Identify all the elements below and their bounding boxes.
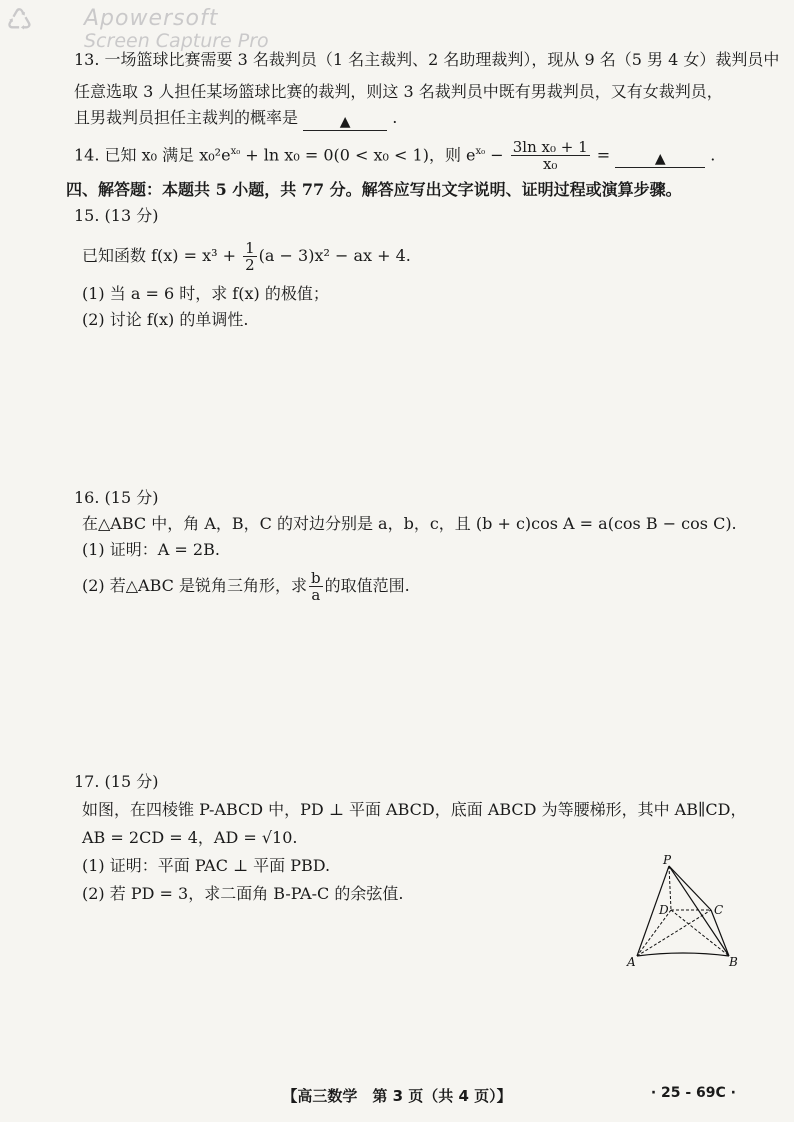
triangle-mark-icon: ▲: [339, 114, 351, 130]
q15-part1: (1) 当 a = 6 时，求 f(x) 的极值；: [82, 284, 329, 303]
q16-statement: 在△ABC 中，角 A，B，C 的对边分别是 a，b，c，且 (b + c)cos A = a(cos B − cos C).: [82, 514, 737, 533]
edge-AB: [637, 953, 729, 956]
section4-heading: 四、解答题：本题共 5 小题，共 77 分。解答应写出文字说明、证明过程或演算步骤。: [66, 180, 682, 199]
q13-line3-text: 且男裁判员担任主裁判的概率是: [74, 108, 299, 127]
page-footer: 【高三数学 第 3 页（共 4 页）】: [282, 1087, 512, 1105]
watermark-logo-icon: ♺: [6, 3, 33, 38]
q14-end: .: [710, 145, 716, 165]
q15-header: 15. (13 分): [74, 206, 159, 225]
q16-part2-after: 的取值范围.: [324, 576, 410, 595]
pyramid-figure: [625, 852, 745, 972]
paper-code: · 25 - 69C ·: [650, 1085, 736, 1101]
q14-prefix: 14. 已知 x₀ 满足 x₀²e: [74, 145, 231, 165]
watermark-line1: Apowersoft: [84, 6, 219, 31]
q14-exp1: x₀: [230, 146, 241, 157]
edge-PD: [669, 866, 671, 910]
q14-middle: + ln x₀ = 0(0 < x₀ < 1)，则 e: [240, 145, 476, 165]
q17-part1: (1) 证明：平面 PAC ⊥ 平面 PBD.: [82, 856, 331, 875]
label-D: D: [659, 903, 669, 917]
q14-minus: −: [485, 145, 509, 165]
label-A: A: [627, 955, 636, 969]
q16-header: 16. (15 分): [74, 488, 159, 507]
q14-line: [74, 136, 754, 172]
q13-answer-blank[interactable]: [303, 112, 387, 131]
q16-part2-before: (2) 若△ABC 是锐角三角形，求: [82, 576, 307, 595]
q13-line3-end: .: [392, 108, 398, 127]
label-P: P: [663, 853, 672, 867]
q14-frac-num: 3ln x₀ + 1: [512, 138, 588, 157]
watermark-line2: Screen Capture Pro: [84, 30, 269, 52]
q15-frac-num: 1: [245, 239, 255, 257]
q17-part2: (2) 若 PD = 3，求二面角 B-PA-C 的余弦值.: [82, 884, 404, 903]
watermark: [6, 2, 386, 54]
q13-line3: [74, 106, 754, 131]
q14-exp2: x₀: [475, 146, 486, 157]
q14-answer-blank[interactable]: [615, 149, 705, 168]
q17-line2: AB = 2CD = 4，AD = √10.: [82, 828, 298, 847]
q13-line1: 13. 一场篮球比赛需要 3 名裁判员（1 名主裁判、2 名助理裁判），现从 9 名（5 男 4 女）裁判员中: [74, 50, 780, 69]
q13-line2: 任意选取 3 人担任某场篮球比赛的裁判，则这 3 名裁判员中既有男裁判员，又有女裁判员，: [74, 82, 723, 101]
q17-line1: 如图，在四棱锥 P-ABCD 中，PD ⊥ 平面 ABCD，底面 ABCD 为等腰梯形，其中 AB∥CD，: [82, 800, 747, 819]
q14-equals: =: [591, 145, 616, 165]
q16-part1: (1) 证明：A = 2B.: [82, 540, 220, 559]
q15-stmt-after: (a − 3)x² − ax + 4.: [258, 246, 411, 265]
q15-stmt-before: 已知函数 f(x) = x³ +: [82, 246, 242, 265]
q17-header: 17. (15 分): [74, 772, 159, 791]
q14-frac-den: x₀: [542, 155, 558, 174]
label-B: B: [729, 955, 738, 969]
q15-part2: (2) 讨论 f(x) 的单调性.: [82, 310, 249, 329]
triangle-mark-icon: ▲: [654, 151, 666, 168]
q15-fraction: [243, 240, 257, 273]
q15-frac-den: 2: [245, 256, 255, 274]
q16-fraction: [309, 570, 323, 603]
q16-frac-num: b: [311, 569, 321, 587]
q15-statement: [82, 238, 754, 274]
q16-frac-den: a: [311, 586, 321, 604]
label-C: C: [714, 903, 724, 917]
q16-part2: [82, 568, 754, 604]
edge-PC: [669, 866, 711, 910]
q14-fraction: [511, 139, 590, 172]
